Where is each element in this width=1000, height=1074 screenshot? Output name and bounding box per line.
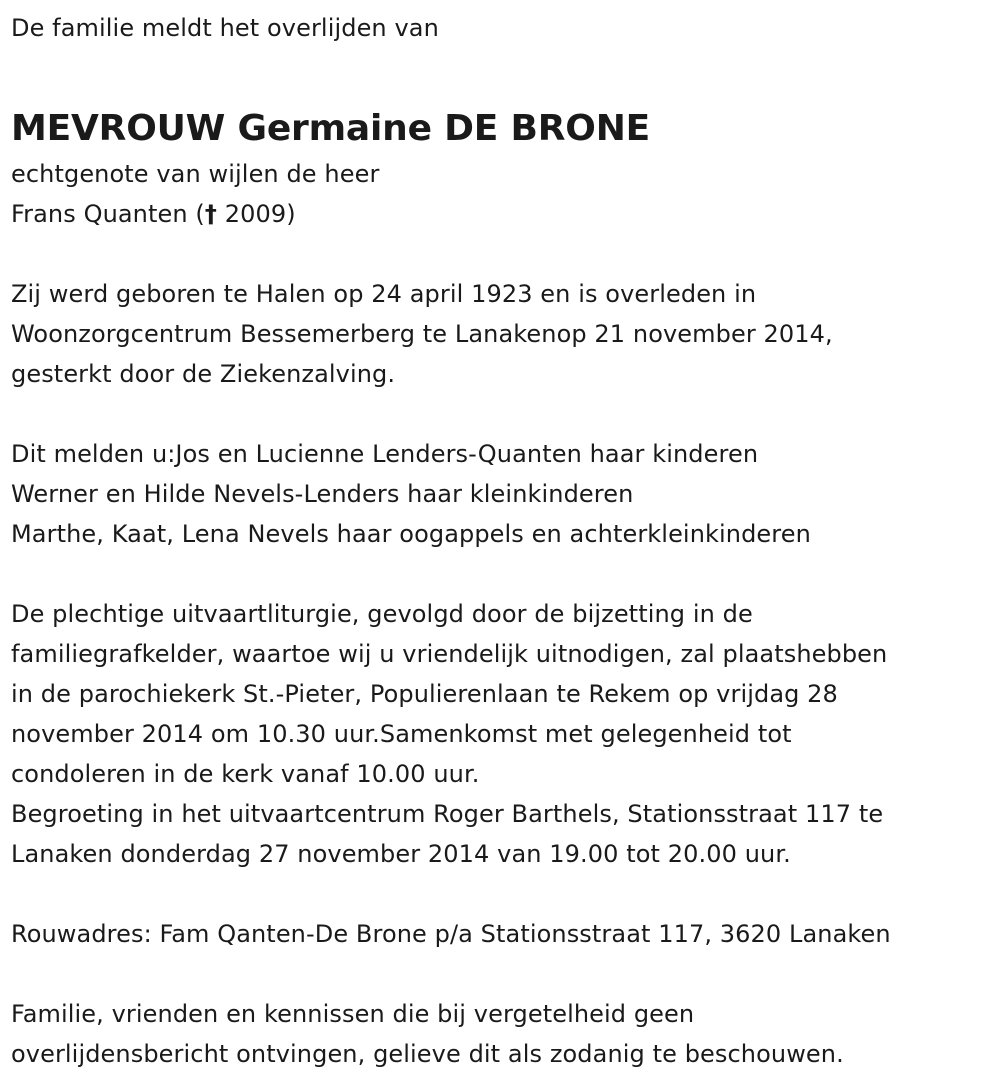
spacer: [11, 954, 986, 994]
birth-death-line: Zij werd geboren te Halen op 24 april 1923 en is overleden in: [11, 280, 757, 308]
mourning-address: Rouwadres: Fam Qanten-De Brone p/a Stationsstraat 117, 3620 Lanaken: [11, 920, 891, 948]
spouse-name: Frans Quanten (: [11, 200, 205, 228]
relatives-line: Dit melden u:Jos en Lucienne Lenders-Quanten haar kinderen: [11, 440, 759, 468]
spacer: [11, 554, 986, 594]
obituary-notice: [11, 8, 986, 1074]
funeral-line: Lanaken donderdag 27 november 2014 van 19.00 tot 20.00 uur.: [11, 840, 791, 868]
spouse-death-year: 2009): [216, 200, 296, 228]
funeral-line: condoleren in de kerk vanaf 10.00 uur.: [11, 760, 480, 788]
spacer: [11, 874, 986, 914]
birth-death-line: Woonzorgcentrum Bessemerberg te Lanakenop 21 november 2014,: [11, 320, 833, 348]
spacer: [11, 234, 986, 274]
spacer: [11, 394, 986, 434]
intro-text: De familie meldt het overlijden van: [11, 14, 439, 42]
funeral-line: Begroeting in het uitvaartcentrum Roger Barthels, Stationsstraat 117 te: [11, 800, 884, 828]
cross-icon: †: [204, 200, 217, 228]
birth-death-line: gesterkt door de Ziekenzalving.: [11, 360, 396, 388]
deceased-name: MEVROUW Germaine DE BRONE: [11, 108, 651, 149]
spouse-line-2: [11, 194, 986, 234]
funeral-line: familiegrafkelder, waartoe wij u vriendelijk uitnodigen, zal plaatshebben: [11, 640, 888, 668]
funeral-line: november 2014 om 10.30 uur.Samenkomst met gelegenheid tot: [11, 720, 792, 748]
closing-line: Familie, vrienden en kennissen die bij vergetelheid geen: [11, 1000, 695, 1028]
relatives-line: Werner en Hilde Nevels-Lenders haar kleinkinderen: [11, 480, 634, 508]
funeral-line: in de parochiekerk St.-Pieter, Populierenlaan te Rekem op vrijdag 28: [11, 680, 838, 708]
relatives-line: Marthe, Kaat, Lena Nevels haar oogappels en achterkleinkinderen: [11, 520, 811, 548]
closing-line: overlijdensbericht ontvingen, gelieve dit als zodanig te beschouwen.: [11, 1040, 844, 1068]
spouse-line-1: echtgenote van wijlen de heer: [11, 160, 380, 188]
funeral-line: De plechtige uitvaartliturgie, gevolgd door de bijzetting in de: [11, 600, 753, 628]
